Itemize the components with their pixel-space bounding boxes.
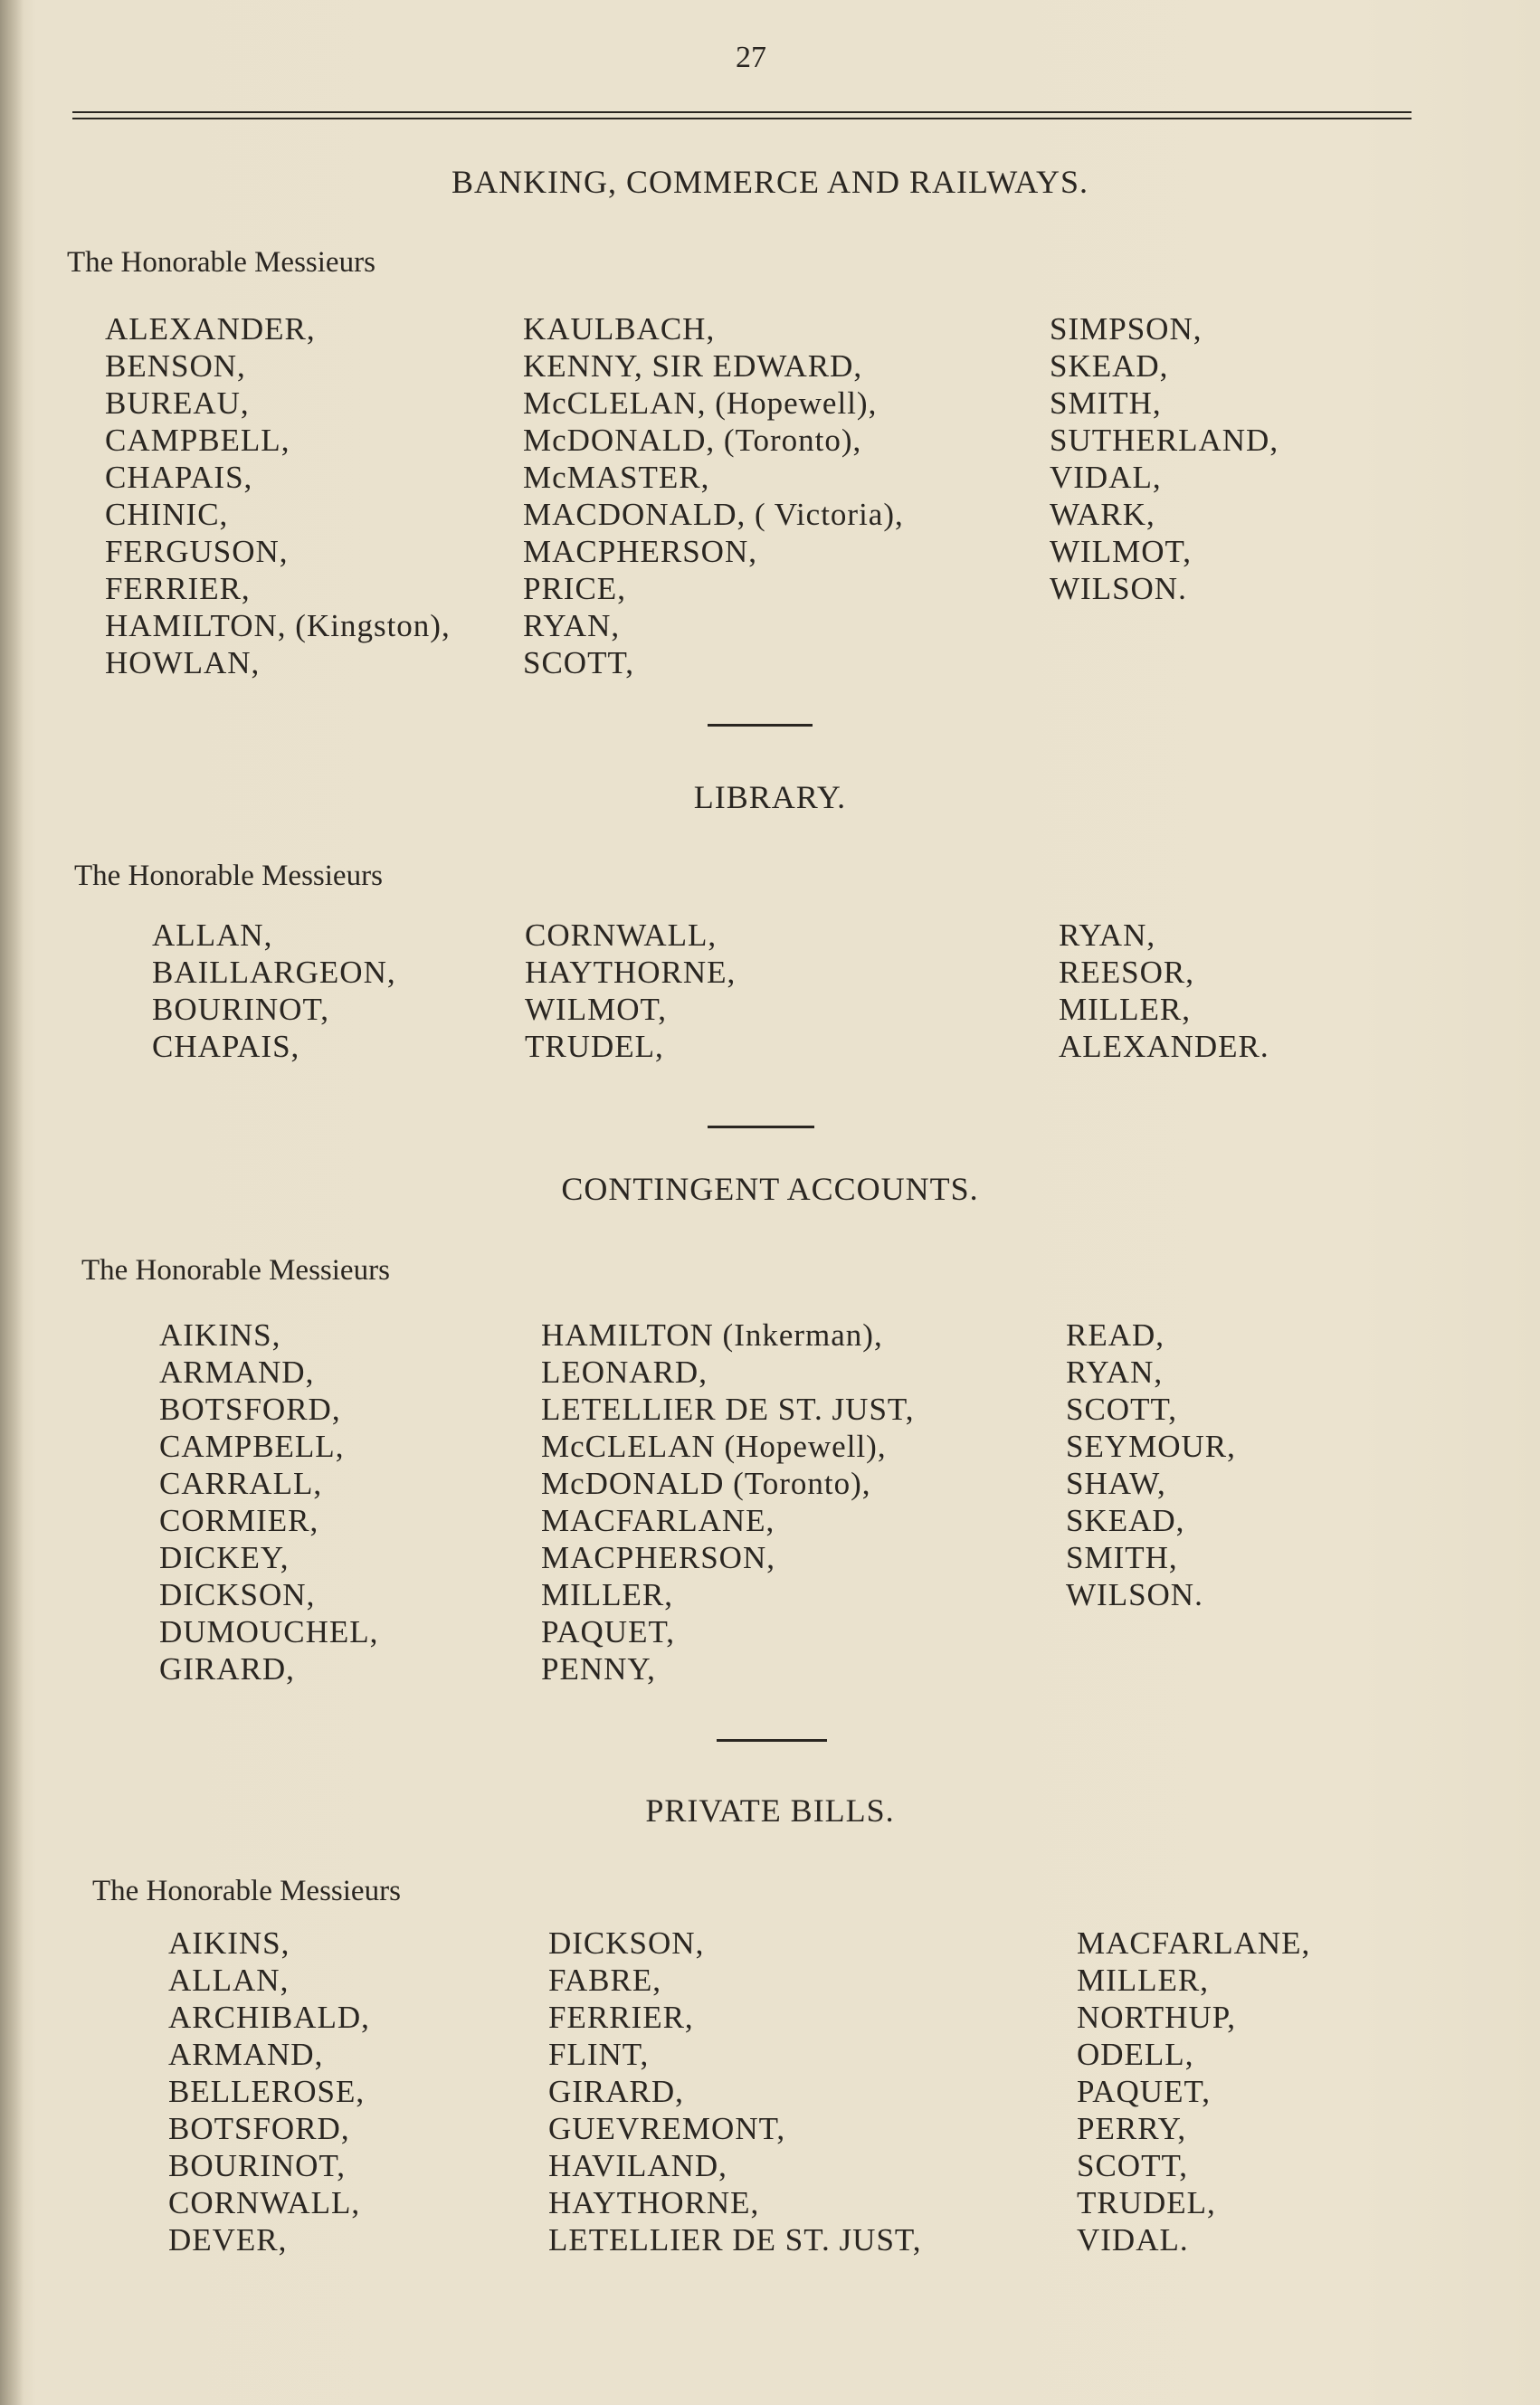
member-name: McCLELAN (Hopewell), [541, 1429, 887, 1464]
member-name: HAYTHORNE, [548, 2185, 760, 2220]
section-title-library: LIBRARY. [693, 779, 847, 815]
members-label: The Honorable Messieurs [81, 1254, 390, 1287]
section-separator [708, 724, 813, 727]
member-name: RYAN, [1059, 917, 1156, 953]
member-name: PAQUET, [541, 1614, 675, 1649]
member-name: WILSON. [1066, 1577, 1203, 1612]
member-name: SMITH, [1050, 385, 1162, 421]
member-name: CORNWALL, [525, 917, 718, 953]
member-name: WILMOT, [525, 992, 667, 1027]
member-column-3 [1050, 310, 1279, 607]
member-name: NORTHUP, [1077, 2000, 1237, 2035]
member-name: DICKSON, [548, 1925, 705, 1961]
member-name: ARMAND, [159, 1355, 315, 1390]
member-name: BOURINOT, [168, 2148, 346, 2183]
member-name: MACFARLANE, [541, 1503, 775, 1538]
member-name: SKEAD, [1050, 348, 1169, 384]
member-name: WILMOT, [1050, 534, 1192, 569]
member-name: AIKINS, [168, 1925, 290, 1961]
member-column-3 [1059, 917, 1269, 1065]
member-column-3 [1066, 1317, 1236, 1613]
member-column-1 [159, 1317, 378, 1687]
member-name: READ, [1066, 1317, 1165, 1353]
member-name: REESOR, [1059, 955, 1194, 990]
member-name: CORNWALL, [168, 2185, 361, 2220]
member-name: DICKSON, [159, 1577, 316, 1612]
member-name: DUMOUCHEL, [159, 1614, 379, 1649]
member-name: McCLELAN, (Hopewell), [523, 385, 878, 421]
section-separator [717, 1739, 827, 1742]
member-name: MACFARLANE, [1077, 1925, 1311, 1961]
member-name: PRICE, [523, 571, 626, 606]
member-name: LEONARD, [541, 1355, 708, 1390]
member-name: TRUDEL, [525, 1029, 664, 1064]
member-name: MACDONALD, ( Victoria), [523, 497, 904, 532]
member-name: MILLER, [541, 1577, 674, 1612]
members-label: The Honorable Messieurs [67, 246, 375, 279]
member-name: WILSON. [1050, 571, 1187, 606]
member-name: RYAN, [1066, 1355, 1164, 1390]
members-label: The Honorable Messieurs [92, 1875, 401, 1907]
member-name: ALEXANDER. [1059, 1029, 1269, 1064]
member-name: McDONALD (Toronto), [541, 1466, 871, 1501]
member-name: FERRIER, [548, 2000, 694, 2035]
member-name: MILLER, [1059, 992, 1192, 1027]
member-name: SCOTT, [1066, 1392, 1177, 1427]
member-name: WARK, [1050, 497, 1155, 532]
page-number: 27 [736, 41, 766, 74]
member-name: MACPHERSON, [523, 534, 757, 569]
member-name: TRUDEL, [1077, 2185, 1216, 2220]
member-name: BELLEROSE, [168, 2074, 366, 2109]
member-column-3 [1077, 1925, 1310, 2258]
member-name: BENSON, [105, 348, 246, 384]
member-name: LETELLIER DE ST. JUST, [548, 2222, 922, 2258]
member-name: PENNY, [541, 1651, 656, 1687]
member-name: MILLER, [1077, 1963, 1210, 1998]
member-name: SKEAD, [1066, 1503, 1185, 1538]
member-name: FERRIER, [105, 571, 251, 606]
member-column-2 [541, 1317, 914, 1687]
member-name: MACPHERSON, [541, 1540, 775, 1575]
member-name: McDONALD, (Toronto), [523, 423, 862, 458]
member-name: PAQUET, [1077, 2074, 1211, 2109]
member-name: GUEVREMONT, [548, 2111, 786, 2146]
member-name: McMASTER, [523, 460, 710, 495]
member-name: KENNY, SIR EDWARD, [523, 348, 863, 384]
member-name: GIRARD, [548, 2074, 684, 2109]
member-name: SMITH, [1066, 1540, 1178, 1575]
member-name: BUREAU, [105, 385, 250, 421]
member-name: CHAPAIS, [152, 1029, 300, 1064]
member-name: SUTHERLAND, [1050, 423, 1279, 458]
section-title-banking: BANKING, COMMERCE AND RAILWAYS. [451, 164, 1089, 200]
member-name: HAYTHORNE, [525, 955, 737, 990]
member-name: HAMILTON, (Kingston), [105, 608, 451, 643]
section-title-contingent-accounts: CONTINGENT ACCOUNTS. [561, 1171, 979, 1207]
member-name: FLINT, [548, 2037, 650, 2072]
member-column-2 [548, 1925, 921, 2258]
member-name: DEVER, [168, 2222, 288, 2258]
member-name: SEYMOUR, [1066, 1429, 1236, 1464]
member-name: CHAPAIS, [105, 460, 253, 495]
member-column-1 [105, 310, 451, 681]
member-name: AIKINS, [159, 1317, 281, 1353]
member-name: FERGUSON, [105, 534, 289, 569]
members-label: The Honorable Messieurs [74, 860, 383, 892]
member-name: RYAN, [523, 608, 621, 643]
member-name: SIMPSON, [1050, 311, 1203, 347]
member-name: PERRY, [1077, 2111, 1187, 2146]
member-name: CAMPBELL, [105, 423, 290, 458]
member-name: SCOTT, [1077, 2148, 1188, 2183]
member-name: DICKEY, [159, 1540, 290, 1575]
member-column-2 [525, 917, 736, 1065]
member-name: BAILLARGEON, [152, 955, 396, 990]
member-name: GIRARD, [159, 1651, 295, 1687]
member-name: FABRE, [548, 1963, 661, 1998]
member-name: ALEXANDER, [105, 311, 316, 347]
member-name: ODELL, [1077, 2037, 1194, 2072]
member-name: HOWLAN, [105, 645, 261, 680]
member-name: CHINIC, [105, 497, 229, 532]
header-double-rule [72, 111, 1412, 119]
member-name: ALLAN, [168, 1963, 290, 1998]
member-column-2 [523, 310, 904, 681]
section-title-private-bills: PRIVATE BILLS. [645, 1792, 895, 1829]
member-name: CARRALL, [159, 1466, 323, 1501]
member-name: BOURINOT, [152, 992, 329, 1027]
member-name: KAULBACH, [523, 311, 716, 347]
member-name: LETELLIER DE ST. JUST, [541, 1392, 915, 1427]
member-name: BOTSFORD, [168, 2111, 350, 2146]
member-name: HAVILAND, [548, 2148, 727, 2183]
member-column-1 [168, 1925, 370, 2258]
member-name: BOTSFORD, [159, 1392, 341, 1427]
member-name: ARCHIBALD, [168, 2000, 370, 2035]
member-name: SHAW, [1066, 1466, 1166, 1501]
section-separator [708, 1126, 814, 1128]
member-column-1 [152, 917, 396, 1065]
member-name: HAMILTON (Inkerman), [541, 1317, 883, 1353]
member-name: ARMAND, [168, 2037, 324, 2072]
member-name: VIDAL. [1077, 2222, 1189, 2258]
member-name: SCOTT, [523, 645, 634, 680]
member-name: ALLAN, [152, 917, 273, 953]
member-name: VIDAL, [1050, 460, 1162, 495]
member-name: CORMIER, [159, 1503, 319, 1538]
member-name: CAMPBELL, [159, 1429, 345, 1464]
